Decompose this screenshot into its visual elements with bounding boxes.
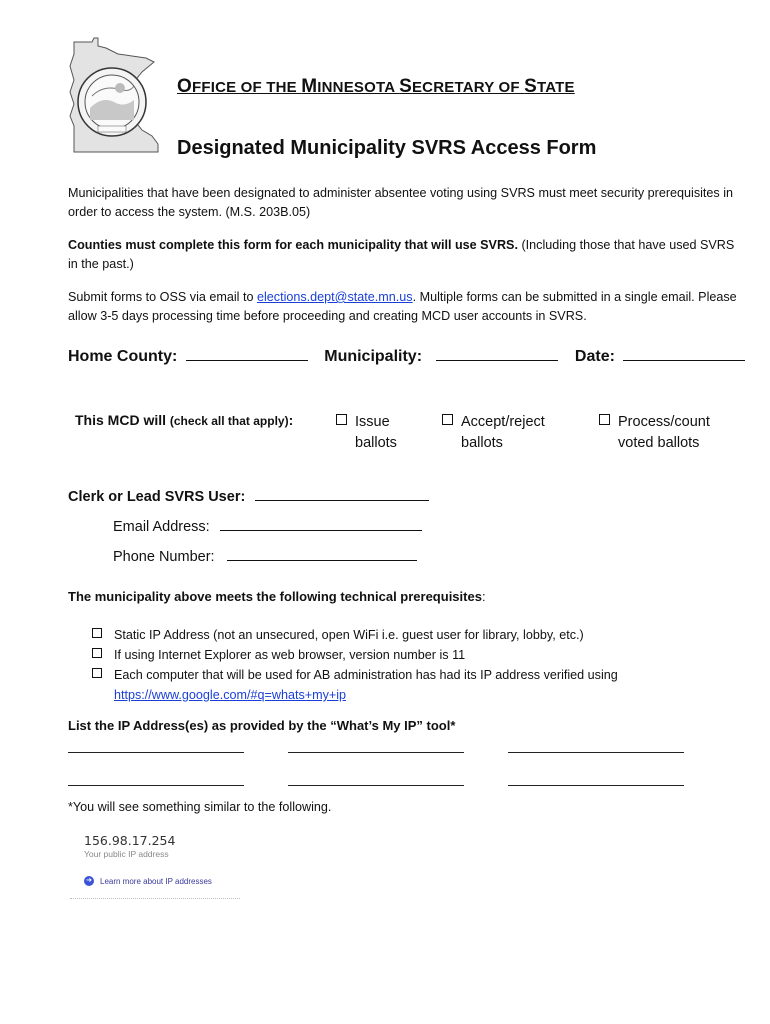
sample-learn-more xyxy=(84,876,212,886)
office-title-initial-m: M xyxy=(301,76,318,97)
prereq-item-text: Static IP Address (not an unsecured, open WiFi i.e. guest user for library, lobby, etc.) xyxy=(114,628,584,642)
mcd-label-main: This MCD will xyxy=(75,412,166,428)
ip-address-line[interactable] xyxy=(288,752,464,753)
office-title-part-3: ECRETARY OF xyxy=(411,79,525,96)
mcd-label-small: (check all that apply) xyxy=(169,414,289,428)
date-field[interactable] xyxy=(623,346,745,361)
ip-address-line[interactable] xyxy=(68,752,244,753)
date-label: Date: xyxy=(574,348,615,365)
prereq-item[interactable] xyxy=(92,645,618,665)
prereq-heading-text: The municipality above meets the following technical prerequisites xyxy=(68,589,482,604)
clerk-field[interactable] xyxy=(255,486,429,501)
mcd-option-issue[interactable] xyxy=(336,412,397,454)
prereq-heading xyxy=(68,589,486,604)
checkbox[interactable] xyxy=(92,668,102,678)
mcd-option-text xyxy=(355,412,397,454)
sample-ip-address: 156.98.17.254 xyxy=(84,833,176,848)
office-title-initial-o: O xyxy=(177,76,192,97)
office-title-part-4: TATE xyxy=(536,79,575,96)
ip-address-line[interactable] xyxy=(508,785,684,786)
minnesota-seal-logo xyxy=(62,36,166,156)
mcd-label xyxy=(75,412,293,428)
intro-paragraph-3 xyxy=(68,288,738,326)
sample-learn-more-text: Learn more about IP addresses xyxy=(100,876,212,886)
mcd-option-text xyxy=(618,412,710,454)
prereq-heading-colon: : xyxy=(481,589,486,604)
phone-row xyxy=(113,546,417,565)
office-title xyxy=(177,76,575,98)
mcd-option-line2: ballots xyxy=(461,435,503,451)
sample-card-divider xyxy=(70,898,240,899)
office-title-part-1: FFICE OF THE xyxy=(191,79,302,96)
form-title: Designated Municipality SVRS Access Form xyxy=(177,137,597,159)
mcd-option-process-count[interactable] xyxy=(599,412,710,454)
prereq-list xyxy=(92,625,618,705)
mcd-option-line2: voted ballots xyxy=(618,435,700,451)
email-link[interactable]: elections.dept@state.mn.us xyxy=(256,290,413,304)
whats-my-ip-link[interactable]: https://www.google.com/#q=whats+my+ip xyxy=(114,688,347,702)
home-county-label: Home County: xyxy=(68,348,178,365)
mcd-option-line1: Issue xyxy=(355,414,390,430)
mcd-option-text xyxy=(461,412,545,454)
checkbox[interactable] xyxy=(599,414,610,425)
submit-text-before: Submit forms to OSS via email to xyxy=(68,290,257,304)
phone-field[interactable] xyxy=(227,546,417,561)
office-title-part-2: INNESOTA xyxy=(317,79,400,96)
clerk-row xyxy=(68,486,429,505)
mcd-option-accept-reject[interactable] xyxy=(442,412,545,454)
intro-paragraph-2 xyxy=(68,236,738,274)
home-county-field[interactable] xyxy=(186,346,308,361)
intro-paragraph-2-bold: Counties must complete this form for each municipality that will use SVRS. xyxy=(68,238,518,252)
checkbox[interactable] xyxy=(336,414,347,425)
ip-heading: List the IP Address(es) as provided by the “What’s My IP” tool* xyxy=(68,718,456,733)
submit-text-after: . Multiple forms can be submitted in a single email. Please allow 3-5 days processing time before proceeding and creating MCD user accounts in SVRS. xyxy=(68,290,737,323)
mcd-option-line2: ballots xyxy=(355,435,397,451)
municipality-label: Municipality: xyxy=(324,348,423,365)
prereq-item[interactable] xyxy=(92,625,618,645)
mcd-option-line1: Process/count xyxy=(618,414,710,430)
intro-paragraph-2-rest: (Including those that have used SVRS in the past.) xyxy=(68,238,735,271)
email-field[interactable] xyxy=(220,516,422,531)
checkbox[interactable] xyxy=(92,648,102,658)
office-title-initial-s2: S xyxy=(524,76,537,97)
checkbox[interactable] xyxy=(92,628,102,638)
prereq-item-text: If using Internet Explorer as web browser, version number is 11 xyxy=(114,648,466,662)
ip-address-line[interactable] xyxy=(288,785,464,786)
email-row xyxy=(113,516,422,535)
email-label: Email Address: xyxy=(113,519,210,535)
municipality-field[interactable] xyxy=(436,346,558,361)
header-fields-row xyxy=(68,346,745,366)
ip-address-line[interactable] xyxy=(508,752,684,753)
ip-note: *You will see something similar to the following. xyxy=(68,800,332,814)
ip-address-line[interactable] xyxy=(68,785,244,786)
checkbox[interactable] xyxy=(442,414,453,425)
prereq-item[interactable] xyxy=(92,665,618,685)
sample-ip-caption: Your public IP address xyxy=(84,849,169,859)
mcd-label-colon: : xyxy=(288,412,294,428)
prereq-item-text: Each computer that will be used for AB administration has had its IP address verified using xyxy=(114,668,618,682)
phone-label: Phone Number: xyxy=(113,549,215,565)
office-title-initial-s1: S xyxy=(399,76,412,97)
arrow-right-icon: ➜ xyxy=(84,876,94,886)
mcd-option-line1: Accept/reject xyxy=(461,414,545,430)
clerk-label: Clerk or Lead SVRS User: xyxy=(68,489,246,505)
intro-paragraph-1: Municipalities that have been designated to administer absentee voting using SVRS must meet security prerequisites in order to access the system. (M.S. 203B.05) xyxy=(68,186,734,219)
